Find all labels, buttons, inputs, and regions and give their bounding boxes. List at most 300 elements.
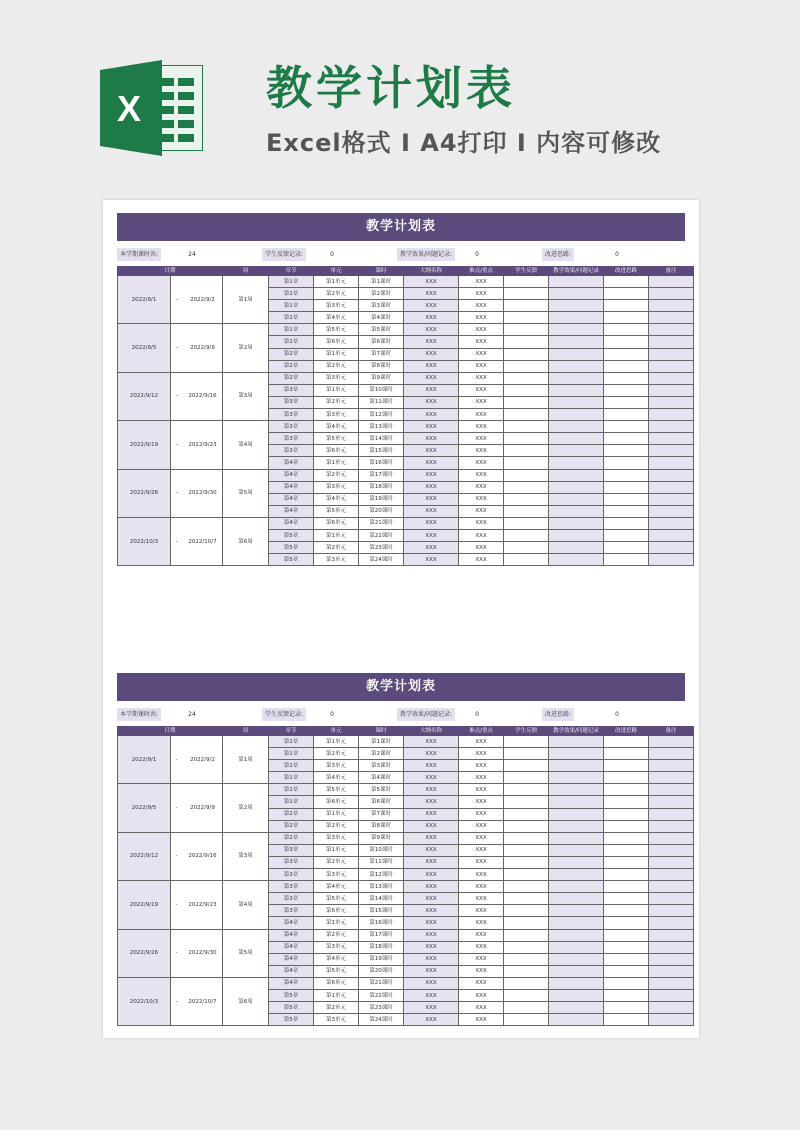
outline-cell[interactable]: XXX [404, 905, 459, 917]
remarks-cell[interactable] [649, 953, 694, 965]
remarks-cell[interactable] [649, 396, 694, 408]
teaching-effect-cell[interactable] [549, 517, 604, 529]
teaching-effect-cell[interactable] [549, 469, 604, 481]
chapter-cell[interactable]: 第5章 [269, 1002, 314, 1014]
teaching-effect-cell[interactable] [549, 965, 604, 977]
teaching-effect-cell[interactable] [549, 481, 604, 493]
outline-cell[interactable]: XXX [404, 784, 459, 796]
key-point-cell[interactable]: XXX [459, 748, 504, 760]
week-start-date[interactable]: 2022/9/26 [118, 469, 171, 517]
chapter-cell[interactable]: 第2章 [269, 372, 314, 384]
student-feedback-cell[interactable] [504, 1014, 549, 1026]
key-point-cell[interactable]: XXX [459, 409, 504, 421]
improvement-cell[interactable] [604, 348, 649, 360]
student-feedback-cell[interactable] [504, 529, 549, 541]
key-point-cell[interactable]: XXX [459, 372, 504, 384]
chapter-cell[interactable]: 第3章 [269, 396, 314, 408]
improvement-cell[interactable] [604, 881, 649, 893]
key-point-cell[interactable]: XXX [459, 832, 504, 844]
improvement-cell[interactable] [604, 856, 649, 868]
student-feedback-cell[interactable] [504, 457, 549, 469]
unit-cell[interactable]: 第3单元 [314, 481, 359, 493]
student-feedback-cell[interactable] [504, 881, 549, 893]
week-end-date[interactable]: 2022/10/7 [183, 977, 223, 1025]
lesson-cell[interactable]: 第14课时 [359, 893, 404, 905]
unit-cell[interactable]: 第1单元 [314, 808, 359, 820]
week-label[interactable]: 第4周 [223, 421, 269, 469]
teaching-effect-cell[interactable] [549, 929, 604, 941]
improvement-cell[interactable] [604, 941, 649, 953]
remarks-cell[interactable] [649, 505, 694, 517]
lesson-cell[interactable]: 第10课时 [359, 384, 404, 396]
remarks-cell[interactable] [649, 457, 694, 469]
summary-value[interactable]: 0 [615, 251, 619, 258]
chapter-cell[interactable]: 第5章 [269, 529, 314, 541]
student-feedback-cell[interactable] [504, 1002, 549, 1014]
student-feedback-cell[interactable] [504, 820, 549, 832]
week-label[interactable]: 第6周 [223, 977, 269, 1025]
improvement-cell[interactable] [604, 772, 649, 784]
lesson-cell[interactable]: 第15课时 [359, 445, 404, 457]
lesson-cell[interactable]: 第20课时 [359, 965, 404, 977]
key-point-cell[interactable]: XXX [459, 384, 504, 396]
outline-cell[interactable]: XXX [404, 481, 459, 493]
outline-cell[interactable]: XXX [404, 324, 459, 336]
student-feedback-cell[interactable] [504, 409, 549, 421]
lesson-cell[interactable]: 第12课时 [359, 869, 404, 881]
key-point-cell[interactable]: XXX [459, 505, 504, 517]
week-end-date[interactable]: 2022/9/16 [183, 372, 223, 420]
unit-cell[interactable]: 第1单元 [314, 276, 359, 288]
unit-cell[interactable]: 第1单元 [314, 917, 359, 929]
improvement-cell[interactable] [604, 989, 649, 1001]
outline-cell[interactable]: XXX [404, 384, 459, 396]
teaching-effect-cell[interactable] [549, 324, 604, 336]
teaching-effect-cell[interactable] [549, 796, 604, 808]
remarks-cell[interactable] [649, 409, 694, 421]
teaching-effect-cell[interactable] [549, 917, 604, 929]
outline-cell[interactable]: XXX [404, 276, 459, 288]
student-feedback-cell[interactable] [504, 856, 549, 868]
week-end-date[interactable]: 2022/9/9 [183, 784, 223, 832]
lesson-cell[interactable]: 第19课时 [359, 493, 404, 505]
remarks-cell[interactable] [649, 336, 694, 348]
lesson-cell[interactable]: 第3课时 [359, 760, 404, 772]
student-feedback-cell[interactable] [504, 736, 549, 748]
lesson-cell[interactable]: 第23课时 [359, 1002, 404, 1014]
chapter-cell[interactable]: 第3章 [269, 844, 314, 856]
chapter-cell[interactable]: 第1章 [269, 336, 314, 348]
remarks-cell[interactable] [649, 372, 694, 384]
student-feedback-cell[interactable] [504, 784, 549, 796]
improvement-cell[interactable] [604, 517, 649, 529]
student-feedback-cell[interactable] [504, 505, 549, 517]
key-point-cell[interactable]: XXX [459, 856, 504, 868]
outline-cell[interactable]: XXX [404, 917, 459, 929]
week-label[interactable]: 第3周 [223, 372, 269, 420]
improvement-cell[interactable] [604, 336, 649, 348]
remarks-cell[interactable] [649, 917, 694, 929]
teaching-effect-cell[interactable] [549, 396, 604, 408]
student-feedback-cell[interactable] [504, 288, 549, 300]
outline-cell[interactable]: XXX [404, 300, 459, 312]
week-end-date[interactable]: 2022/9/23 [183, 421, 223, 469]
chapter-cell[interactable]: 第4章 [269, 953, 314, 965]
week-start-date[interactable]: 2022/10/3 [118, 517, 171, 565]
unit-cell[interactable]: 第1单元 [314, 529, 359, 541]
teaching-effect-cell[interactable] [549, 953, 604, 965]
student-feedback-cell[interactable] [504, 276, 549, 288]
improvement-cell[interactable] [604, 529, 649, 541]
unit-cell[interactable]: 第6单元 [314, 445, 359, 457]
week-end-date[interactable]: 2022/9/16 [183, 832, 223, 880]
lesson-cell[interactable]: 第7课时 [359, 808, 404, 820]
key-point-cell[interactable]: XXX [459, 300, 504, 312]
student-feedback-cell[interactable] [504, 324, 549, 336]
chapter-cell[interactable]: 第1章 [269, 312, 314, 324]
chapter-cell[interactable]: 第1章 [269, 300, 314, 312]
chapter-cell[interactable]: 第3章 [269, 384, 314, 396]
key-point-cell[interactable]: XXX [459, 772, 504, 784]
remarks-cell[interactable] [649, 542, 694, 554]
remarks-cell[interactable] [649, 276, 694, 288]
improvement-cell[interactable] [604, 929, 649, 941]
week-start-date[interactable]: 2022/9/26 [118, 929, 171, 977]
chapter-cell[interactable]: 第4章 [269, 505, 314, 517]
outline-cell[interactable]: XXX [404, 748, 459, 760]
student-feedback-cell[interactable] [504, 542, 549, 554]
key-point-cell[interactable]: XXX [459, 869, 504, 881]
lesson-cell[interactable]: 第21课时 [359, 977, 404, 989]
lesson-cell[interactable]: 第12课时 [359, 409, 404, 421]
key-point-cell[interactable]: XXX [459, 396, 504, 408]
outline-cell[interactable]: XXX [404, 505, 459, 517]
outline-cell[interactable]: XXX [404, 772, 459, 784]
outline-cell[interactable]: XXX [404, 288, 459, 300]
improvement-cell[interactable] [604, 445, 649, 457]
teaching-effect-cell[interactable] [549, 989, 604, 1001]
student-feedback-cell[interactable] [504, 300, 549, 312]
unit-cell[interactable]: 第3单元 [314, 869, 359, 881]
lesson-cell[interactable]: 第13课时 [359, 421, 404, 433]
remarks-cell[interactable] [649, 517, 694, 529]
unit-cell[interactable]: 第1单元 [314, 736, 359, 748]
remarks-cell[interactable] [649, 300, 694, 312]
teaching-effect-cell[interactable] [549, 820, 604, 832]
outline-cell[interactable]: XXX [404, 529, 459, 541]
unit-cell[interactable]: 第5单元 [314, 433, 359, 445]
teaching-effect-cell[interactable] [549, 736, 604, 748]
outline-cell[interactable]: XXX [404, 965, 459, 977]
key-point-cell[interactable]: XXX [459, 929, 504, 941]
chapter-cell[interactable]: 第3章 [269, 409, 314, 421]
outline-cell[interactable]: XXX [404, 433, 459, 445]
outline-cell[interactable]: XXX [404, 445, 459, 457]
remarks-cell[interactable] [649, 1014, 694, 1026]
student-feedback-cell[interactable] [504, 808, 549, 820]
unit-cell[interactable]: 第1单元 [314, 384, 359, 396]
key-point-cell[interactable]: XXX [459, 312, 504, 324]
outline-cell[interactable]: XXX [404, 893, 459, 905]
student-feedback-cell[interactable] [504, 372, 549, 384]
chapter-cell[interactable]: 第4章 [269, 481, 314, 493]
student-feedback-cell[interactable] [504, 953, 549, 965]
remarks-cell[interactable] [649, 977, 694, 989]
week-end-date[interactable]: 2022/9/30 [183, 469, 223, 517]
outline-cell[interactable]: XXX [404, 372, 459, 384]
improvement-cell[interactable] [604, 396, 649, 408]
improvement-cell[interactable] [604, 736, 649, 748]
improvement-cell[interactable] [604, 796, 649, 808]
remarks-cell[interactable] [649, 288, 694, 300]
lesson-cell[interactable]: 第19课时 [359, 953, 404, 965]
remarks-cell[interactable] [649, 324, 694, 336]
lesson-cell[interactable]: 第9课时 [359, 832, 404, 844]
chapter-cell[interactable]: 第1章 [269, 796, 314, 808]
teaching-effect-cell[interactable] [549, 881, 604, 893]
key-point-cell[interactable]: XXX [459, 977, 504, 989]
summary-value[interactable]: 0 [330, 251, 334, 258]
key-point-cell[interactable]: XXX [459, 953, 504, 965]
remarks-cell[interactable] [649, 820, 694, 832]
summary-value[interactable]: 24 [188, 711, 196, 718]
unit-cell[interactable]: 第2单元 [314, 748, 359, 760]
key-point-cell[interactable]: XXX [459, 1002, 504, 1014]
student-feedback-cell[interactable] [504, 336, 549, 348]
chapter-cell[interactable]: 第5章 [269, 542, 314, 554]
lesson-cell[interactable]: 第14课时 [359, 433, 404, 445]
student-feedback-cell[interactable] [504, 977, 549, 989]
chapter-cell[interactable]: 第4章 [269, 941, 314, 953]
teaching-effect-cell[interactable] [549, 457, 604, 469]
teaching-effect-cell[interactable] [549, 1002, 604, 1014]
outline-cell[interactable]: XXX [404, 396, 459, 408]
unit-cell[interactable]: 第4单元 [314, 312, 359, 324]
unit-cell[interactable]: 第3单元 [314, 300, 359, 312]
teaching-effect-cell[interactable] [549, 433, 604, 445]
improvement-cell[interactable] [604, 433, 649, 445]
teaching-effect-cell[interactable] [549, 276, 604, 288]
unit-cell[interactable]: 第3单元 [314, 554, 359, 566]
outline-cell[interactable]: XXX [404, 1002, 459, 1014]
outline-cell[interactable]: XXX [404, 421, 459, 433]
improvement-cell[interactable] [604, 893, 649, 905]
lesson-cell[interactable]: 第16课时 [359, 917, 404, 929]
outline-cell[interactable]: XXX [404, 977, 459, 989]
teaching-effect-cell[interactable] [549, 288, 604, 300]
improvement-cell[interactable] [604, 1014, 649, 1026]
unit-cell[interactable]: 第2单元 [314, 288, 359, 300]
key-point-cell[interactable]: XXX [459, 517, 504, 529]
unit-cell[interactable]: 第6单元 [314, 336, 359, 348]
lesson-cell[interactable]: 第10课时 [359, 844, 404, 856]
student-feedback-cell[interactable] [504, 893, 549, 905]
student-feedback-cell[interactable] [504, 433, 549, 445]
improvement-cell[interactable] [604, 554, 649, 566]
improvement-cell[interactable] [604, 505, 649, 517]
improvement-cell[interactable] [604, 542, 649, 554]
outline-cell[interactable]: XXX [404, 941, 459, 953]
unit-cell[interactable]: 第3单元 [314, 941, 359, 953]
improvement-cell[interactable] [604, 820, 649, 832]
teaching-effect-cell[interactable] [549, 336, 604, 348]
lesson-cell[interactable]: 第15课时 [359, 905, 404, 917]
teaching-effect-cell[interactable] [549, 748, 604, 760]
remarks-cell[interactable] [649, 784, 694, 796]
chapter-cell[interactable]: 第1章 [269, 772, 314, 784]
week-start-date[interactable]: 2022/9/1 [118, 736, 171, 784]
unit-cell[interactable]: 第2单元 [314, 360, 359, 372]
remarks-cell[interactable] [649, 832, 694, 844]
key-point-cell[interactable]: XXX [459, 760, 504, 772]
teaching-effect-cell[interactable] [549, 409, 604, 421]
unit-cell[interactable]: 第3单元 [314, 372, 359, 384]
chapter-cell[interactable]: 第3章 [269, 445, 314, 457]
teaching-effect-cell[interactable] [549, 893, 604, 905]
chapter-cell[interactable]: 第4章 [269, 965, 314, 977]
week-label[interactable]: 第5周 [223, 469, 269, 517]
key-point-cell[interactable]: XXX [459, 917, 504, 929]
remarks-cell[interactable] [649, 856, 694, 868]
key-point-cell[interactable]: XXX [459, 989, 504, 1001]
summary-value[interactable]: 0 [475, 711, 479, 718]
unit-cell[interactable]: 第6单元 [314, 517, 359, 529]
improvement-cell[interactable] [604, 384, 649, 396]
summary-value[interactable]: 0 [330, 711, 334, 718]
improvement-cell[interactable] [604, 421, 649, 433]
chapter-cell[interactable]: 第4章 [269, 977, 314, 989]
outline-cell[interactable]: XXX [404, 856, 459, 868]
improvement-cell[interactable] [604, 288, 649, 300]
improvement-cell[interactable] [604, 457, 649, 469]
remarks-cell[interactable] [649, 808, 694, 820]
chapter-cell[interactable]: 第2章 [269, 832, 314, 844]
remarks-cell[interactable] [649, 796, 694, 808]
remarks-cell[interactable] [649, 1002, 694, 1014]
unit-cell[interactable]: 第6单元 [314, 796, 359, 808]
remarks-cell[interactable] [649, 481, 694, 493]
teaching-effect-cell[interactable] [549, 808, 604, 820]
remarks-cell[interactable] [649, 893, 694, 905]
lesson-cell[interactable]: 第1课时 [359, 736, 404, 748]
lesson-cell[interactable]: 第5课时 [359, 324, 404, 336]
key-point-cell[interactable]: XXX [459, 336, 504, 348]
improvement-cell[interactable] [604, 869, 649, 881]
week-label[interactable]: 第6周 [223, 517, 269, 565]
key-point-cell[interactable]: XXX [459, 844, 504, 856]
unit-cell[interactable]: 第4单元 [314, 493, 359, 505]
lesson-cell[interactable]: 第24课时 [359, 554, 404, 566]
key-point-cell[interactable]: XXX [459, 276, 504, 288]
unit-cell[interactable]: 第2单元 [314, 1002, 359, 1014]
remarks-cell[interactable] [649, 869, 694, 881]
improvement-cell[interactable] [604, 493, 649, 505]
student-feedback-cell[interactable] [504, 989, 549, 1001]
outline-cell[interactable]: XXX [404, 832, 459, 844]
remarks-cell[interactable] [649, 360, 694, 372]
key-point-cell[interactable]: XXX [459, 360, 504, 372]
outline-cell[interactable]: XXX [404, 457, 459, 469]
teaching-effect-cell[interactable] [549, 554, 604, 566]
unit-cell[interactable]: 第5单元 [314, 893, 359, 905]
chapter-cell[interactable]: 第3章 [269, 856, 314, 868]
chapter-cell[interactable]: 第4章 [269, 517, 314, 529]
week-end-date[interactable]: 2022/9/9 [183, 324, 223, 372]
improvement-cell[interactable] [604, 469, 649, 481]
student-feedback-cell[interactable] [504, 469, 549, 481]
improvement-cell[interactable] [604, 360, 649, 372]
improvement-cell[interactable] [604, 748, 649, 760]
lesson-cell[interactable]: 第6课时 [359, 796, 404, 808]
chapter-cell[interactable]: 第1章 [269, 324, 314, 336]
lesson-cell[interactable]: 第4课时 [359, 772, 404, 784]
student-feedback-cell[interactable] [504, 869, 549, 881]
chapter-cell[interactable]: 第3章 [269, 893, 314, 905]
chapter-cell[interactable]: 第1章 [269, 736, 314, 748]
student-feedback-cell[interactable] [504, 348, 549, 360]
unit-cell[interactable]: 第2单元 [314, 542, 359, 554]
lesson-cell[interactable]: 第17课时 [359, 929, 404, 941]
teaching-effect-cell[interactable] [549, 941, 604, 953]
key-point-cell[interactable]: XXX [459, 808, 504, 820]
remarks-cell[interactable] [649, 469, 694, 481]
improvement-cell[interactable] [604, 832, 649, 844]
unit-cell[interactable]: 第5单元 [314, 784, 359, 796]
teaching-effect-cell[interactable] [549, 312, 604, 324]
teaching-effect-cell[interactable] [549, 300, 604, 312]
key-point-cell[interactable]: XXX [459, 421, 504, 433]
remarks-cell[interactable] [649, 929, 694, 941]
chapter-cell[interactable]: 第1章 [269, 760, 314, 772]
lesson-cell[interactable]: 第18课时 [359, 481, 404, 493]
key-point-cell[interactable]: XXX [459, 736, 504, 748]
teaching-effect-cell[interactable] [549, 542, 604, 554]
improvement-cell[interactable] [604, 977, 649, 989]
chapter-cell[interactable]: 第3章 [269, 869, 314, 881]
outline-cell[interactable]: XXX [404, 409, 459, 421]
improvement-cell[interactable] [604, 312, 649, 324]
outline-cell[interactable]: XXX [404, 493, 459, 505]
chapter-cell[interactable]: 第4章 [269, 457, 314, 469]
student-feedback-cell[interactable] [504, 929, 549, 941]
remarks-cell[interactable] [649, 965, 694, 977]
outline-cell[interactable]: XXX [404, 1014, 459, 1026]
key-point-cell[interactable]: XXX [459, 820, 504, 832]
key-point-cell[interactable]: XXX [459, 796, 504, 808]
student-feedback-cell[interactable] [504, 760, 549, 772]
week-start-date[interactable]: 2022/9/1 [118, 276, 171, 324]
remarks-cell[interactable] [649, 736, 694, 748]
student-feedback-cell[interactable] [504, 796, 549, 808]
student-feedback-cell[interactable] [504, 360, 549, 372]
unit-cell[interactable]: 第4单元 [314, 881, 359, 893]
week-start-date[interactable]: 2022/9/5 [118, 324, 171, 372]
outline-cell[interactable]: XXX [404, 953, 459, 965]
unit-cell[interactable]: 第1单元 [314, 457, 359, 469]
outline-cell[interactable]: XXX [404, 348, 459, 360]
week-start-date[interactable]: 2022/9/19 [118, 421, 171, 469]
outline-cell[interactable]: XXX [404, 820, 459, 832]
teaching-effect-cell[interactable] [549, 772, 604, 784]
chapter-cell[interactable]: 第2章 [269, 360, 314, 372]
teaching-effect-cell[interactable] [549, 832, 604, 844]
chapter-cell[interactable]: 第2章 [269, 820, 314, 832]
chapter-cell[interactable]: 第2章 [269, 348, 314, 360]
outline-cell[interactable]: XXX [404, 736, 459, 748]
student-feedback-cell[interactable] [504, 965, 549, 977]
unit-cell[interactable]: 第3单元 [314, 832, 359, 844]
unit-cell[interactable]: 第4单元 [314, 421, 359, 433]
